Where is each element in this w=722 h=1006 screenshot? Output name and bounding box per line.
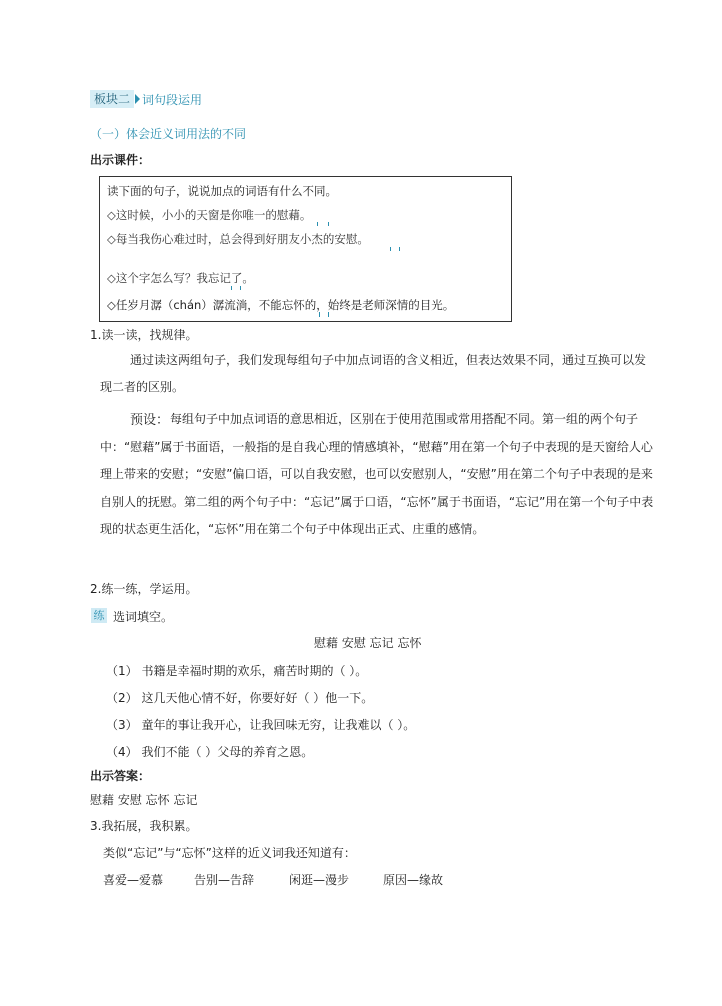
- step1-heading: 1.读一读，找规律。: [90, 328, 198, 342]
- synonym-pair: 喜爱—爱慕: [103, 873, 164, 887]
- question-2: （2） 这几天他心情不好，你要好好（ ）他一下。: [106, 691, 374, 705]
- emphasis-dot-marker: [319, 312, 329, 317]
- courseware-sentence-4: ◇任岁月潺（chán）潺流淌，不能忘怀的，始终是老师深情的目光。: [107, 298, 455, 312]
- section-tag-label: 板块二: [90, 90, 134, 108]
- question-1: （1） 书籍是幸福时期的欢乐，痛苦时期的（ ）。: [106, 664, 368, 678]
- courseware-label: 出示课件：: [90, 153, 151, 167]
- synonym-pair: 原因—缘故: [383, 873, 444, 887]
- preset-label: 预设：: [130, 413, 170, 428]
- courseware-sentence-1: ◇这时候，小小的天窗是你唯一的慰藉。: [107, 208, 312, 222]
- step1-paragraph: 通过读这两组句子，我们发现每组句子中加点词语的含义相近，但表达效果不同，通过互换可以发现二者的区别。: [100, 353, 647, 394]
- practice-icon: 练: [91, 608, 107, 623]
- synonym-pair: 告别—告辞: [194, 873, 255, 887]
- section-title: 词句段运用: [142, 92, 203, 107]
- question-3: （3） 童年的事让我开心，让我回味无穷，让我难以（ ）。: [106, 718, 416, 732]
- word-bank: 慰藉 安慰 忘记 忘怀: [314, 636, 422, 650]
- section-tag: [90, 90, 202, 108]
- emphasis-dot-marker: [231, 286, 241, 290]
- emphasis-dot-marker: [390, 247, 400, 251]
- preset-text: 每组句子中加点词语的意思相近，区别在于使用范围或常用搭配不同。第一组的两个句子中：“慰藉”属于书面语，一般指的是自我心理的情感填补，“慰藉”用在第一个句子中表现的是天窗给人心理上带来的安慰；“安慰”偏口语，可以自我安慰，也可以安慰别人，“安慰”用在第二个句子中表现的是来自别人的抚慰。第二组的两个句子中：“忘记”属于口语，“忘怀”属于书面语，“忘记”用在第一个句子中表现的状态更生活化，“忘怀”用在第二个句子中体现出正式、庄重的感情。: [100, 412, 654, 536]
- courseware-sentence-3: ◇这个字怎么写？我忘记了。: [107, 271, 254, 285]
- emphasis-dot-marker: [317, 222, 329, 226]
- answers: 慰藉 安慰 忘怀 忘记: [90, 793, 198, 807]
- step3-heading: 3.我拓展，我积累。: [90, 819, 198, 833]
- courseware-instruction: 读下面的句子，说说加点的词语有什么不同。: [107, 184, 337, 198]
- question-4: （4） 我们不能（ ）父母的养育之恩。: [106, 745, 314, 759]
- practice-instruction: 选词填空。: [113, 610, 174, 624]
- step3-intro: 类似“忘记”与“忘怀”这样的近义词我还知道有：: [103, 846, 356, 860]
- step2-heading: 2.练一练，学运用。: [90, 582, 198, 596]
- synonym-pair: 闲逛—漫步: [289, 873, 350, 887]
- courseware-sentence-2: ◇每当我伤心难过时，总会得到好朋友小杰的安慰。: [107, 232, 369, 246]
- triangle-arrow-icon: [135, 94, 140, 104]
- answers-label: 出示答案：: [90, 769, 151, 783]
- subsection-title: （一）体会近义词用法的不同: [90, 127, 247, 141]
